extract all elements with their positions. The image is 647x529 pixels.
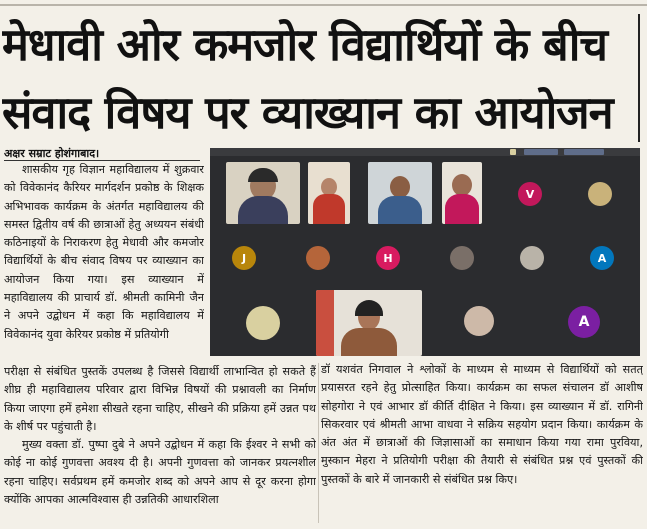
participant-face (390, 176, 410, 198)
participant-video-tile (308, 162, 350, 224)
article-left-column (4, 161, 204, 361)
byline: अक्षर सम्राट होशंगाबाद। (4, 147, 100, 160)
headline-rule (638, 14, 640, 142)
article-paragraph: परीक्षा से संबंधित पुस्तकें उपलब्ध है जिससे विद्यार्थी लाभान्वित हो सकते हैं शीघ्र ही महाविद्यालय परिवार द्वारा विभिन्न विषयों की प्रश्नावली का निर्माण किया जाएगा हमें हमेशा सीखते रहना चाहिए, सीखने की प्रक्रिया हमें उन्नत पथ के शीर्ष पर पहुंचाती है। (4, 365, 316, 433)
participant-avatar (518, 182, 542, 206)
participant-body (341, 328, 397, 356)
video-call-photo (210, 148, 640, 356)
participant-photo-avatar (464, 306, 494, 336)
avatar-letter: J (241, 251, 247, 265)
toolbar-icon (510, 149, 516, 155)
participant-video-tile (226, 162, 300, 224)
participant-avatar (590, 246, 614, 270)
participant-video-tile (442, 162, 482, 224)
column-divider (318, 363, 319, 523)
article-paragraph: शासकीय गृह विज्ञान महाविद्यालय में शुक्रवार को विवेकानंद कैरियर मार्गदर्शन प्रकोष्ठ के शिक्षक अभिभावक कार्यक्रम के अंतर्गत महाविद्यालय की समस्त द्वितीय वर्ष की छात्राओं हेतु अध्ययन संबंधी कठिनाइयों के निराकरण हेतु मेधावी और कमजोर विद्यार्थियों के बीच संवाद विषय पर व्याख्यान का आयोजन किया गया। इस व्याख्यान में महाविद्यालय की प्राचार्य डॉ. श्रीमती कामिनी जैन ने अपने उद्बोधन में कहा कि महाविद्यालय में विवेकानंद युवा केरियर प्रकोष्ठ में प्रतियोगी (4, 163, 204, 341)
participant-body (445, 194, 479, 224)
avatar-letter: A (578, 314, 590, 330)
avatar-letter: H (383, 251, 393, 265)
participant-photo-avatar (306, 246, 330, 270)
avatar-letter: A (597, 251, 607, 265)
background-banner (316, 290, 334, 356)
participant-avatar (232, 246, 256, 270)
toolbar-indicator (564, 149, 604, 155)
participant-hair (248, 168, 278, 182)
article-right-column (321, 361, 643, 525)
article-paragraph: डॉ यशवंत निगवाल ने श्लोकों के माध्यम से माध्यम से विद्यार्थियों को सतत् प्रयासरत रहने हेतु प्रोत्साहित किया। कार्यक्रम का सफल संचालन डॉ आशीष सोहगोरा ने एवं आभार डॉ कीर्ति दीक्षित ने किया। इस व्याख्यान में डॉ. रागिनी सिकरवार एवं श्रीमती आभा वाधवा ने सक्रिय सहयोग प्रदान किया। कार्यक्रम के अंत अंत में छात्राओं की जिज्ञासाओं का समाधान किया गया रामा पुरविया, मुस्कान मेहरा ने प्रतियोगी परीक्षा की तैयारी से संबंधित प्रश्न एवं पुस्तकों की पुस्तकों के बारे में जानकारी से संबंधित प्रश्न किए। (321, 363, 643, 486)
participant-video-tile-speaker (316, 290, 422, 356)
participant-avatar (376, 246, 400, 270)
participant-photo-avatar (588, 182, 612, 206)
participant-body (238, 196, 288, 224)
headline-line-1: मेधावी ओर कमजोर विद्यार्थियों के बीच (2, 18, 607, 71)
article-bottom-left-column (4, 363, 316, 525)
headline-line-2: संवाद विषय पर व्याख्यान का आयोजन (2, 86, 613, 139)
participant-photo-avatar (520, 246, 544, 270)
top-rule (0, 4, 647, 6)
avatar-letter: V (525, 187, 535, 201)
participant-body (313, 194, 345, 224)
toolbar-indicator (524, 149, 558, 155)
participant-video-tile (368, 162, 432, 224)
participant-photo-avatar (246, 306, 280, 340)
participant-body (378, 196, 422, 224)
participant-photo-avatar (450, 246, 474, 270)
participant-face (452, 174, 472, 196)
participant-avatar (568, 306, 600, 338)
article-paragraph: मुख्य वक्ता डॉ. पुष्पा दुबे ने अपने उद्बोधन में कहा कि ईश्वर ने सभी को कोई ना कोई गुणवत्ता अवश्य दी है। अपनी गुणवत्ता को जानकर प्रयत्नशील रहना चाहिए। सर्वप्रथम हमें कमजोर शब्द को अपने आप से दूर करना होगा क्योंकि आपका आत्मविश्वास ही उन्नतिकी आधारशिला (4, 438, 316, 507)
participant-hair (355, 300, 383, 316)
